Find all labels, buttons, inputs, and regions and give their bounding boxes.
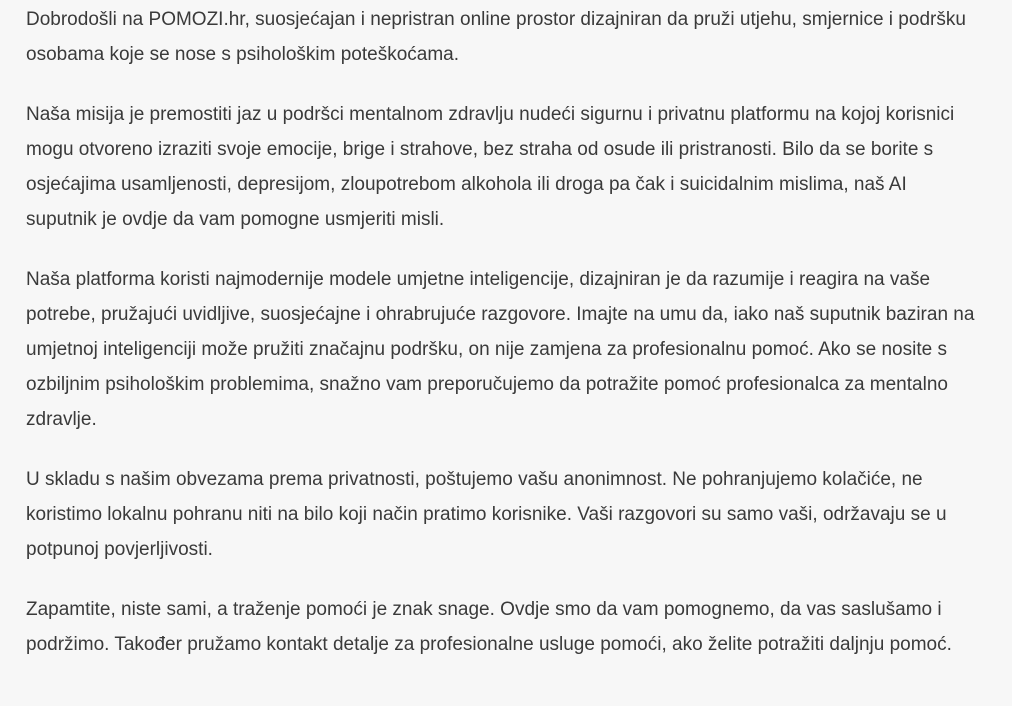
privacy-paragraph: U skladu s našim obvezama prema privatnosti, poštujemo vašu anonimnost. Ne pohranjujemo kolačiće, ne koristimo lokalnu pohranu niti na bilo koji način pratimo korisnike. Vaši razgovori su samo vaši, održavaju se u potpunoj povjerljivosti. — [26, 469, 947, 560]
welcome-paragraph: Dobrodošli na POMOZI.hr, suosjećajan i nepristran online prostor dizajniran da pruži utjehu, smjernice i podršku osobama koje se nose s psihološkim poteškoćama. — [26, 9, 966, 65]
mission-paragraph: Naša misija je premostiti jaz u podršci mentalnom zdravlju nudeći sigurnu i privatnu platformu na kojoj korisnici mogu otvoreno izraziti svoje emocije, brige i strahove, bez straha od osude ili pristranosti. Bilo da se borite s osjećajima usamljenosti, depresijom, zloupotrebom alkohola ili droga pa čak i suicidalnim mislima, naš AI suputnik je ovdje da vam pomogne usmjeriti misli. — [26, 104, 955, 230]
closing-paragraph: Zapamtite, niste sami, a traženje pomoći je znak snage. Ovdje smo da vam pomognemo, da vas saslušamo i podržimo. Također pružamo kontakt detalje za profesionalne usluge pomoći, ako želite potražiti daljnju pomoć. — [26, 599, 952, 655]
platform-paragraph: Naša platforma koristi najmodernije modele umjetne inteligencije, dizajniran je da razumije i reagira na vaše potrebe, pružajući uvidljive, suosjećajne i ohrabrujuće razgovore. Imajte na umu da, iako naš suputnik baziran na umjetnoj inteligenciji može pružiti značajnu podršku, on nije zamjena za profesionalnu pomoć. Ako se nosite s ozbiljnim psihološkim problemima, snažno vam preporučujemo da potražite pomoć profesionalca za mentalno zdravlje. — [26, 269, 975, 430]
